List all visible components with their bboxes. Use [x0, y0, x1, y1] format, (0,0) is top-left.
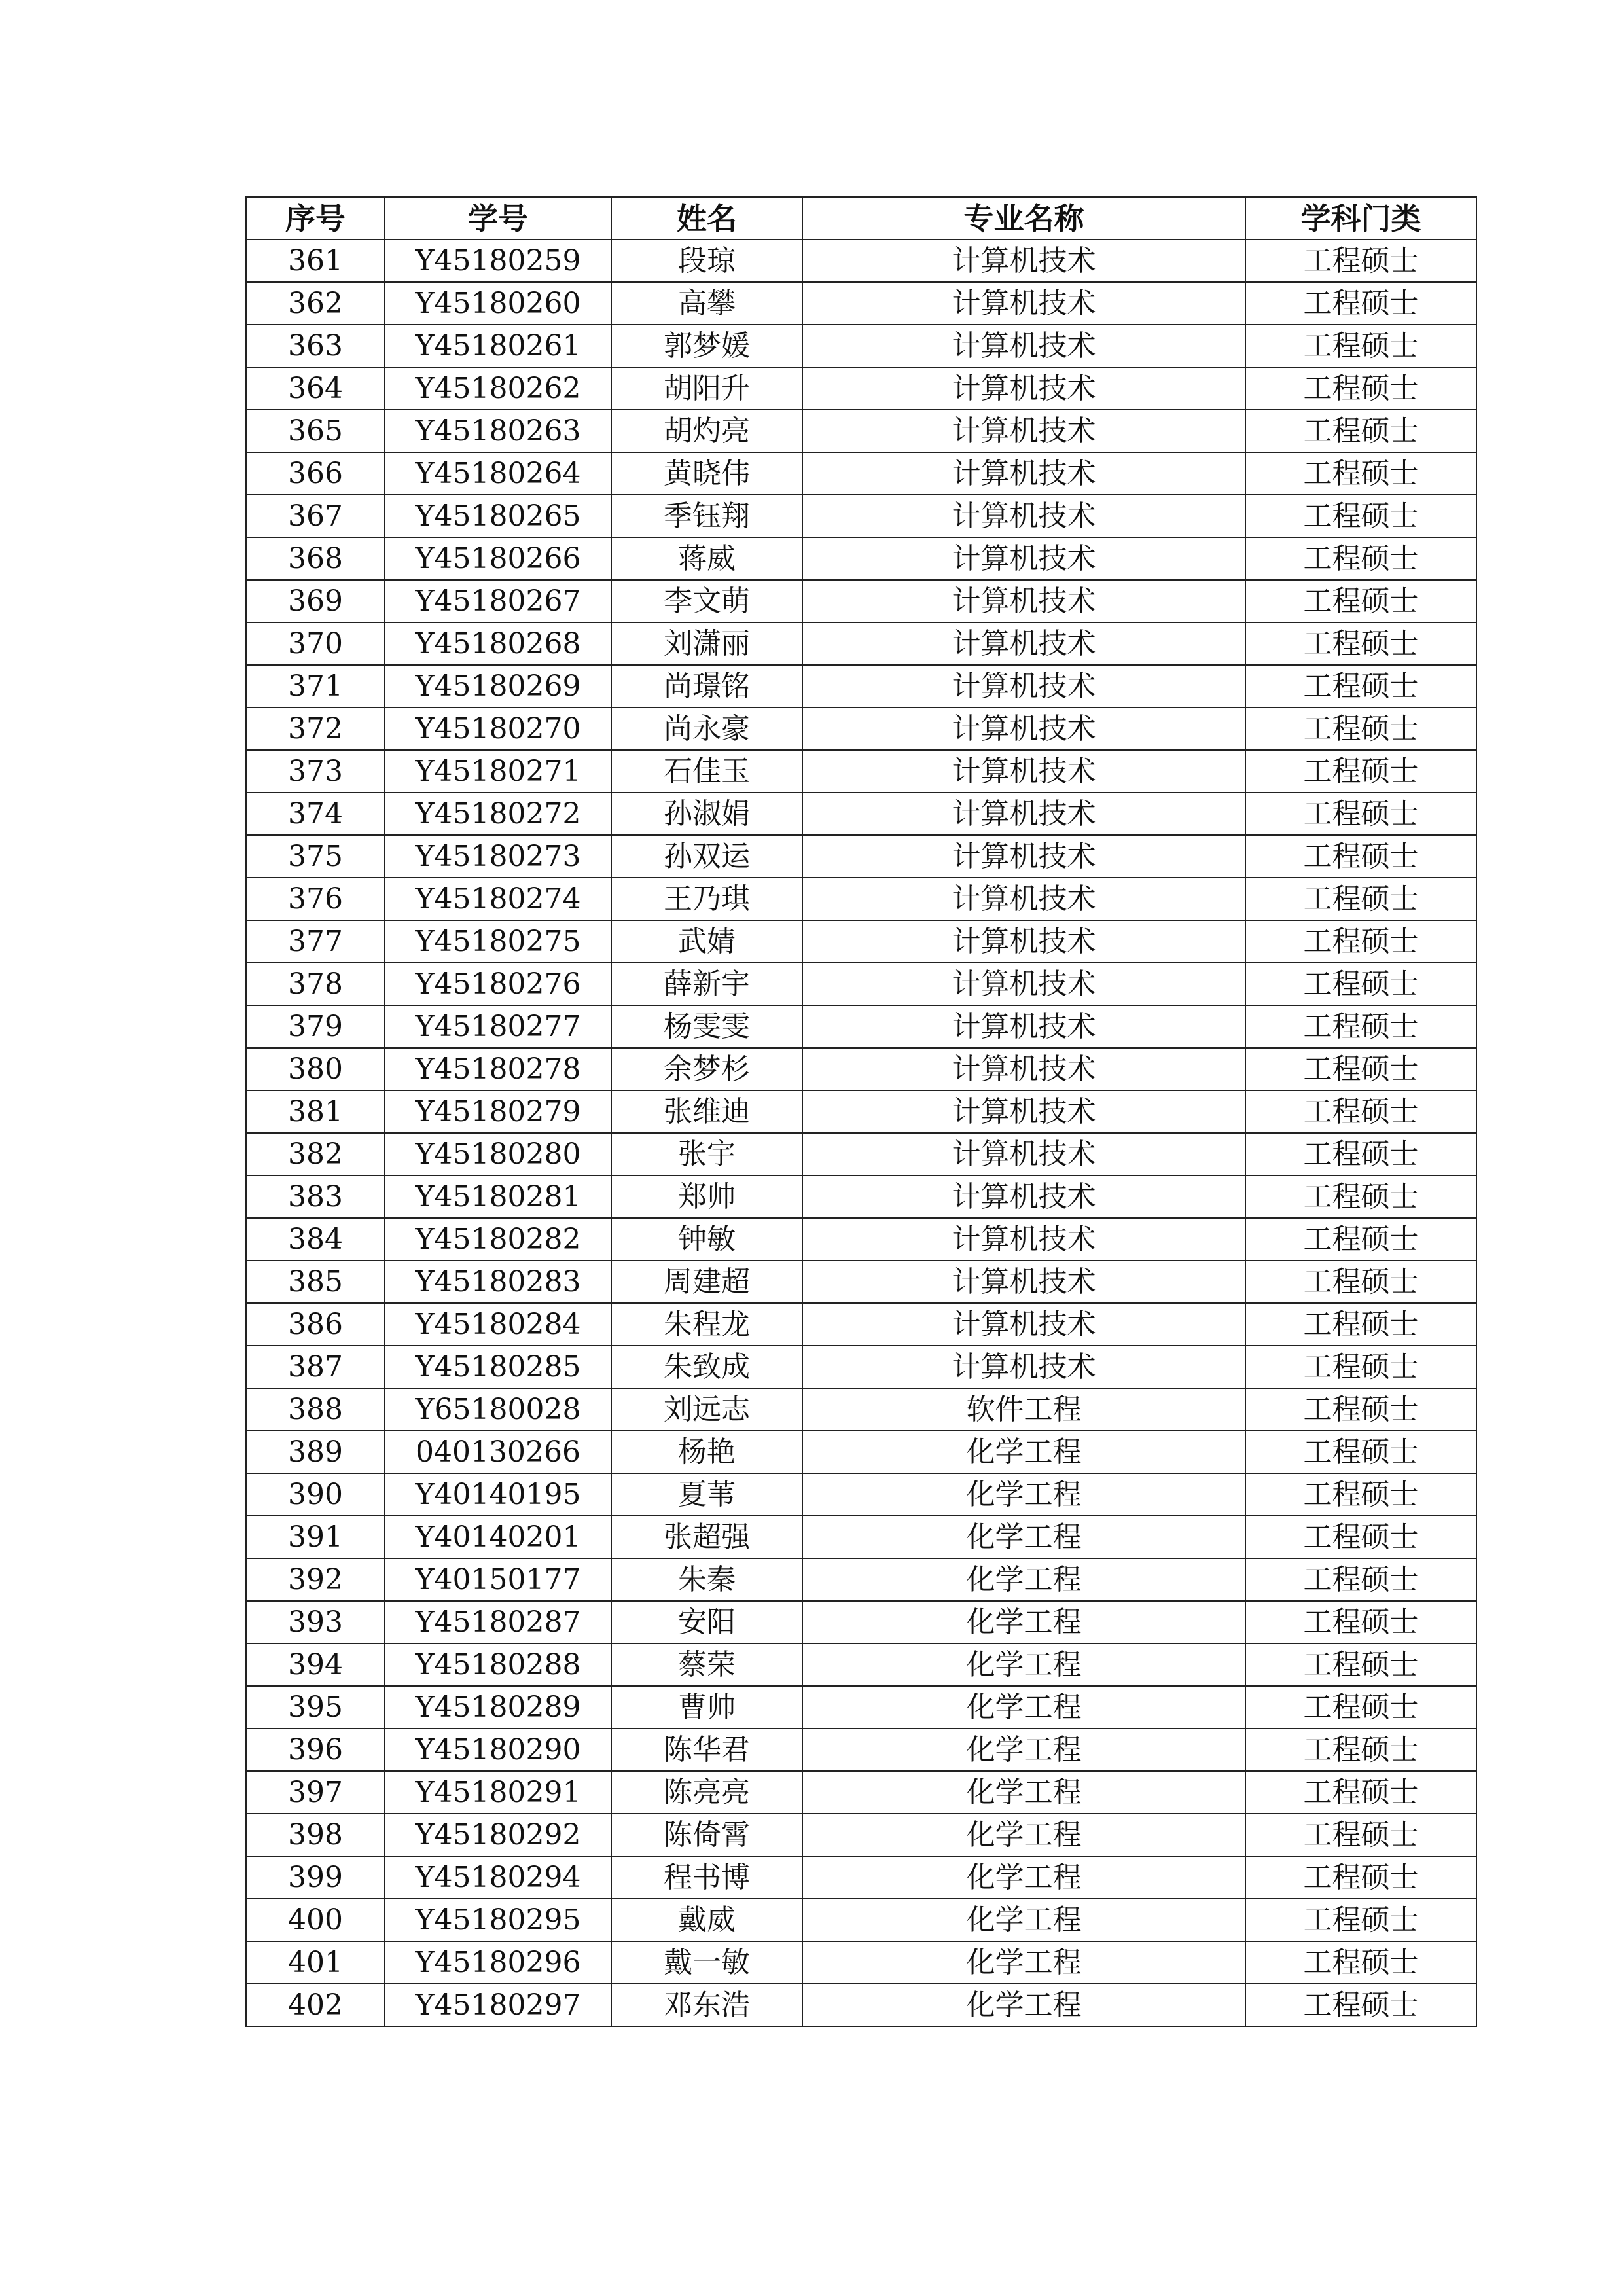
- name-cell: 杨雯雯: [611, 1005, 802, 1048]
- name-cell: 石佳玉: [611, 750, 802, 793]
- discipline-cell: 工程硕士: [1245, 1516, 1476, 1558]
- major-cell: 化学工程: [802, 1601, 1245, 1643]
- name-cell: 戴威: [611, 1899, 802, 1941]
- discipline-cell: 工程硕士: [1245, 1473, 1476, 1516]
- major-cell: 计算机技术: [802, 495, 1245, 537]
- header-name: 姓名: [611, 197, 802, 240]
- student-id-cell: Y45180268: [385, 622, 611, 665]
- discipline-cell: 工程硕士: [1245, 1984, 1476, 2026]
- discipline-cell: 工程硕士: [1245, 1558, 1476, 1601]
- student-id-cell: Y45180281: [385, 1175, 611, 1218]
- serial-number-cell: 394: [246, 1643, 385, 1686]
- student-id-cell: Y45180284: [385, 1303, 611, 1346]
- major-cell: 化学工程: [802, 1899, 1245, 1941]
- student-id-cell: 040130266: [385, 1431, 611, 1473]
- discipline-cell: 工程硕士: [1245, 537, 1476, 580]
- discipline-cell: 工程硕士: [1245, 1771, 1476, 1814]
- student-id-cell: Y45180283: [385, 1261, 611, 1303]
- serial-number-cell: 367: [246, 495, 385, 537]
- discipline-cell: 工程硕士: [1245, 665, 1476, 708]
- major-cell: 计算机技术: [802, 1133, 1245, 1175]
- discipline-cell: 工程硕士: [1245, 1261, 1476, 1303]
- serial-number-cell: 378: [246, 963, 385, 1005]
- serial-number-cell: 401: [246, 1941, 385, 1984]
- serial-number-cell: 388: [246, 1388, 385, 1431]
- name-cell: 高攀: [611, 282, 802, 325]
- table-row: [246, 835, 1476, 878]
- student-id-cell: Y45180273: [385, 835, 611, 878]
- major-cell: 计算机技术: [802, 1346, 1245, 1388]
- table-row: [246, 665, 1476, 708]
- student-id-cell: Y45180294: [385, 1856, 611, 1899]
- student-id-cell: Y40140201: [385, 1516, 611, 1558]
- student-id-cell: Y45180279: [385, 1090, 611, 1133]
- discipline-cell: 工程硕士: [1245, 1729, 1476, 1771]
- student-id-cell: Y45180289: [385, 1686, 611, 1729]
- student-id-cell: Y65180028: [385, 1388, 611, 1431]
- student-id-cell: Y45180288: [385, 1643, 611, 1686]
- table-row: [246, 580, 1476, 622]
- table-row: [246, 1346, 1476, 1388]
- name-cell: 李文萌: [611, 580, 802, 622]
- serial-number-cell: 390: [246, 1473, 385, 1516]
- table-row: [246, 452, 1476, 495]
- name-cell: 周建超: [611, 1261, 802, 1303]
- serial-number-cell: 368: [246, 537, 385, 580]
- serial-number-cell: 377: [246, 920, 385, 963]
- name-cell: 武婧: [611, 920, 802, 963]
- major-cell: 计算机技术: [802, 367, 1245, 410]
- header-discipline: 学科门类: [1245, 197, 1476, 240]
- discipline-cell: 工程硕士: [1245, 708, 1476, 750]
- serial-number-cell: 376: [246, 878, 385, 920]
- student-id-cell: Y45180260: [385, 282, 611, 325]
- major-cell: 化学工程: [802, 1516, 1245, 1558]
- student-id-cell: Y45180287: [385, 1601, 611, 1643]
- discipline-cell: 工程硕士: [1245, 1133, 1476, 1175]
- student-id-cell: Y45180266: [385, 537, 611, 580]
- table-row: [246, 537, 1476, 580]
- serial-number-cell: 387: [246, 1346, 385, 1388]
- name-cell: 蔡荣: [611, 1643, 802, 1686]
- discipline-cell: 工程硕士: [1245, 367, 1476, 410]
- name-cell: 郭梦媛: [611, 325, 802, 367]
- serial-number-cell: 393: [246, 1601, 385, 1643]
- major-cell: 计算机技术: [802, 452, 1245, 495]
- name-cell: 张维迪: [611, 1090, 802, 1133]
- student-id-cell: Y45180277: [385, 1005, 611, 1048]
- discipline-cell: 工程硕士: [1245, 410, 1476, 452]
- discipline-cell: 工程硕士: [1245, 1048, 1476, 1090]
- name-cell: 张超强: [611, 1516, 802, 1558]
- major-cell: 化学工程: [802, 1643, 1245, 1686]
- name-cell: 孙双运: [611, 835, 802, 878]
- major-cell: 计算机技术: [802, 580, 1245, 622]
- table-body: [246, 240, 1476, 2026]
- major-cell: 计算机技术: [802, 325, 1245, 367]
- major-cell: 计算机技术: [802, 835, 1245, 878]
- student-id-cell: Y45180272: [385, 793, 611, 835]
- name-cell: 曹帅: [611, 1686, 802, 1729]
- name-cell: 胡阳升: [611, 367, 802, 410]
- serial-number-cell: 375: [246, 835, 385, 878]
- major-cell: 软件工程: [802, 1388, 1245, 1431]
- serial-number-cell: 379: [246, 1005, 385, 1048]
- name-cell: 钟敏: [611, 1218, 802, 1261]
- discipline-cell: 工程硕士: [1245, 1303, 1476, 1346]
- serial-number-cell: 370: [246, 622, 385, 665]
- name-cell: 孙淑娟: [611, 793, 802, 835]
- serial-number-cell: 386: [246, 1303, 385, 1346]
- discipline-cell: 工程硕士: [1245, 1941, 1476, 1984]
- student-id-cell: Y45180282: [385, 1218, 611, 1261]
- table-row: [246, 878, 1476, 920]
- major-cell: 化学工程: [802, 1814, 1245, 1856]
- table-row: [246, 1814, 1476, 1856]
- table-row: [246, 240, 1476, 282]
- discipline-cell: 工程硕士: [1245, 1814, 1476, 1856]
- table-row: [246, 963, 1476, 1005]
- table-row: [246, 1175, 1476, 1218]
- student-id-cell: Y45180278: [385, 1048, 611, 1090]
- student-id-cell: Y45180271: [385, 750, 611, 793]
- serial-number-cell: 397: [246, 1771, 385, 1814]
- table-row: [246, 1090, 1476, 1133]
- name-cell: 蒋威: [611, 537, 802, 580]
- student-id-cell: Y45180275: [385, 920, 611, 963]
- major-cell: 计算机技术: [802, 1303, 1245, 1346]
- table-row: [246, 1984, 1476, 2026]
- name-cell: 段琼: [611, 240, 802, 282]
- student-id-cell: Y45180261: [385, 325, 611, 367]
- name-cell: 陈倚霄: [611, 1814, 802, 1856]
- student-id-cell: Y45180290: [385, 1729, 611, 1771]
- name-cell: 朱致成: [611, 1346, 802, 1388]
- student-id-cell: Y45180292: [385, 1814, 611, 1856]
- table-row: [246, 1643, 1476, 1686]
- table-row: [246, 1601, 1476, 1643]
- discipline-cell: 工程硕士: [1245, 580, 1476, 622]
- serial-number-cell: 392: [246, 1558, 385, 1601]
- discipline-cell: 工程硕士: [1245, 1899, 1476, 1941]
- major-cell: 计算机技术: [802, 793, 1245, 835]
- major-cell: 化学工程: [802, 1558, 1245, 1601]
- major-cell: 化学工程: [802, 1686, 1245, 1729]
- discipline-cell: 工程硕士: [1245, 963, 1476, 1005]
- major-cell: 计算机技术: [802, 1005, 1245, 1048]
- major-cell: 化学工程: [802, 1431, 1245, 1473]
- serial-number-cell: 371: [246, 665, 385, 708]
- serial-number-cell: 396: [246, 1729, 385, 1771]
- serial-number-cell: 380: [246, 1048, 385, 1090]
- serial-number-cell: 382: [246, 1133, 385, 1175]
- major-cell: 计算机技术: [802, 750, 1245, 793]
- major-cell: 化学工程: [802, 1856, 1245, 1899]
- major-cell: 计算机技术: [802, 1090, 1245, 1133]
- student-id-cell: Y45180291: [385, 1771, 611, 1814]
- major-cell: 计算机技术: [802, 1175, 1245, 1218]
- serial-number-cell: 361: [246, 240, 385, 282]
- major-cell: 计算机技术: [802, 1048, 1245, 1090]
- serial-number-cell: 383: [246, 1175, 385, 1218]
- serial-number-cell: 381: [246, 1090, 385, 1133]
- table-row: [246, 1729, 1476, 1771]
- header-row: [246, 197, 1476, 240]
- table-row: [246, 1133, 1476, 1175]
- name-cell: 戴一敏: [611, 1941, 802, 1984]
- table-row: [246, 1218, 1476, 1261]
- serial-number-cell: 366: [246, 452, 385, 495]
- serial-number-cell: 400: [246, 1899, 385, 1941]
- major-cell: 计算机技术: [802, 708, 1245, 750]
- discipline-cell: 工程硕士: [1245, 878, 1476, 920]
- major-cell: 计算机技术: [802, 622, 1245, 665]
- header-serial-number: 序号: [246, 197, 385, 240]
- table-row: [246, 1431, 1476, 1473]
- discipline-cell: 工程硕士: [1245, 452, 1476, 495]
- discipline-cell: 工程硕士: [1245, 835, 1476, 878]
- serial-number-cell: 385: [246, 1261, 385, 1303]
- major-cell: 化学工程: [802, 1729, 1245, 1771]
- student-id-cell: Y45180267: [385, 580, 611, 622]
- serial-number-cell: 373: [246, 750, 385, 793]
- serial-number-cell: 402: [246, 1984, 385, 2026]
- discipline-cell: 工程硕士: [1245, 240, 1476, 282]
- discipline-cell: 工程硕士: [1245, 1686, 1476, 1729]
- student-id-cell: Y40140195: [385, 1473, 611, 1516]
- name-cell: 季钰翔: [611, 495, 802, 537]
- major-cell: 化学工程: [802, 1771, 1245, 1814]
- student-id-cell: Y45180295: [385, 1899, 611, 1941]
- table-row: [246, 1856, 1476, 1899]
- table-row: [246, 1941, 1476, 1984]
- name-cell: 杨艳: [611, 1431, 802, 1473]
- discipline-cell: 工程硕士: [1245, 622, 1476, 665]
- name-cell: 胡灼亮: [611, 410, 802, 452]
- student-id-cell: Y45180263: [385, 410, 611, 452]
- discipline-cell: 工程硕士: [1245, 282, 1476, 325]
- name-cell: 尚永豪: [611, 708, 802, 750]
- discipline-cell: 工程硕士: [1245, 1431, 1476, 1473]
- discipline-cell: 工程硕士: [1245, 1090, 1476, 1133]
- major-cell: 计算机技术: [802, 878, 1245, 920]
- name-cell: 朱程龙: [611, 1303, 802, 1346]
- name-cell: 余梦杉: [611, 1048, 802, 1090]
- table-row: [246, 1388, 1476, 1431]
- table-row: [246, 1048, 1476, 1090]
- serial-number-cell: 374: [246, 793, 385, 835]
- discipline-cell: 工程硕士: [1245, 1218, 1476, 1261]
- major-cell: 计算机技术: [802, 240, 1245, 282]
- name-cell: 张宇: [611, 1133, 802, 1175]
- student-id-cell: Y45180297: [385, 1984, 611, 2026]
- table-row: [246, 708, 1476, 750]
- student-id-cell: Y45180270: [385, 708, 611, 750]
- table-row: [246, 1558, 1476, 1601]
- major-cell: 化学工程: [802, 1941, 1245, 1984]
- student-id-cell: Y45180262: [385, 367, 611, 410]
- table-row: [246, 920, 1476, 963]
- major-cell: 化学工程: [802, 1473, 1245, 1516]
- table-row: [246, 1771, 1476, 1814]
- table-row: [246, 495, 1476, 537]
- table-row: [246, 1005, 1476, 1048]
- major-cell: 计算机技术: [802, 282, 1245, 325]
- table-header: [246, 197, 1476, 240]
- discipline-cell: 工程硕士: [1245, 1388, 1476, 1431]
- name-cell: 王乃琪: [611, 878, 802, 920]
- name-cell: 郑帅: [611, 1175, 802, 1218]
- serial-number-cell: 384: [246, 1218, 385, 1261]
- table-row: [246, 367, 1476, 410]
- student-id-cell: Y45180276: [385, 963, 611, 1005]
- major-cell: 计算机技术: [802, 537, 1245, 580]
- major-cell: 化学工程: [802, 1984, 1245, 2026]
- table-row: [246, 622, 1476, 665]
- discipline-cell: 工程硕士: [1245, 1175, 1476, 1218]
- table-row: [246, 1516, 1476, 1558]
- student-id-cell: Y45180264: [385, 452, 611, 495]
- name-cell: 程书博: [611, 1856, 802, 1899]
- serial-number-cell: 399: [246, 1856, 385, 1899]
- name-cell: 黄晓伟: [611, 452, 802, 495]
- discipline-cell: 工程硕士: [1245, 1601, 1476, 1643]
- student-id-cell: Y45180269: [385, 665, 611, 708]
- major-cell: 计算机技术: [802, 1261, 1245, 1303]
- discipline-cell: 工程硕士: [1245, 495, 1476, 537]
- serial-number-cell: 395: [246, 1686, 385, 1729]
- discipline-cell: 工程硕士: [1245, 1643, 1476, 1686]
- student-id-cell: Y45180285: [385, 1346, 611, 1388]
- table-row: [246, 1303, 1476, 1346]
- name-cell: 邓东浩: [611, 1984, 802, 2026]
- discipline-cell: 工程硕士: [1245, 1856, 1476, 1899]
- discipline-cell: 工程硕士: [1245, 1346, 1476, 1388]
- student-id-cell: Y40150177: [385, 1558, 611, 1601]
- serial-number-cell: 398: [246, 1814, 385, 1856]
- major-cell: 计算机技术: [802, 920, 1245, 963]
- major-cell: 计算机技术: [802, 1218, 1245, 1261]
- table-row: [246, 282, 1476, 325]
- major-cell: 计算机技术: [802, 410, 1245, 452]
- serial-number-cell: 363: [246, 325, 385, 367]
- major-cell: 计算机技术: [802, 963, 1245, 1005]
- name-cell: 陈亮亮: [611, 1771, 802, 1814]
- header-major: 专业名称: [802, 197, 1245, 240]
- table-row: [246, 750, 1476, 793]
- table-row: [246, 1261, 1476, 1303]
- student-id-cell: Y45180265: [385, 495, 611, 537]
- name-cell: 朱秦: [611, 1558, 802, 1601]
- table-row: [246, 1473, 1476, 1516]
- table-row: [246, 1686, 1476, 1729]
- name-cell: 尚璟铭: [611, 665, 802, 708]
- discipline-cell: 工程硕士: [1245, 750, 1476, 793]
- serial-number-cell: 369: [246, 580, 385, 622]
- table-row: [246, 325, 1476, 367]
- header-student-id: 学号: [385, 197, 611, 240]
- serial-number-cell: 364: [246, 367, 385, 410]
- discipline-cell: 工程硕士: [1245, 1005, 1476, 1048]
- student-id-cell: Y45180296: [385, 1941, 611, 1984]
- serial-number-cell: 372: [246, 708, 385, 750]
- name-cell: 夏苇: [611, 1473, 802, 1516]
- student-id-cell: Y45180274: [385, 878, 611, 920]
- name-cell: 陈华君: [611, 1729, 802, 1771]
- student-roster-table: [245, 196, 1477, 2027]
- discipline-cell: 工程硕士: [1245, 920, 1476, 963]
- discipline-cell: 工程硕士: [1245, 793, 1476, 835]
- table-row: [246, 410, 1476, 452]
- serial-number-cell: 389: [246, 1431, 385, 1473]
- name-cell: 刘远志: [611, 1388, 802, 1431]
- table-row: [246, 1899, 1476, 1941]
- major-cell: 计算机技术: [802, 665, 1245, 708]
- serial-number-cell: 365: [246, 410, 385, 452]
- table-row: [246, 793, 1476, 835]
- name-cell: 薛新宇: [611, 963, 802, 1005]
- student-id-cell: Y45180280: [385, 1133, 611, 1175]
- name-cell: 刘潇丽: [611, 622, 802, 665]
- name-cell: 安阳: [611, 1601, 802, 1643]
- serial-number-cell: 362: [246, 282, 385, 325]
- discipline-cell: 工程硕士: [1245, 325, 1476, 367]
- serial-number-cell: 391: [246, 1516, 385, 1558]
- student-id-cell: Y45180259: [385, 240, 611, 282]
